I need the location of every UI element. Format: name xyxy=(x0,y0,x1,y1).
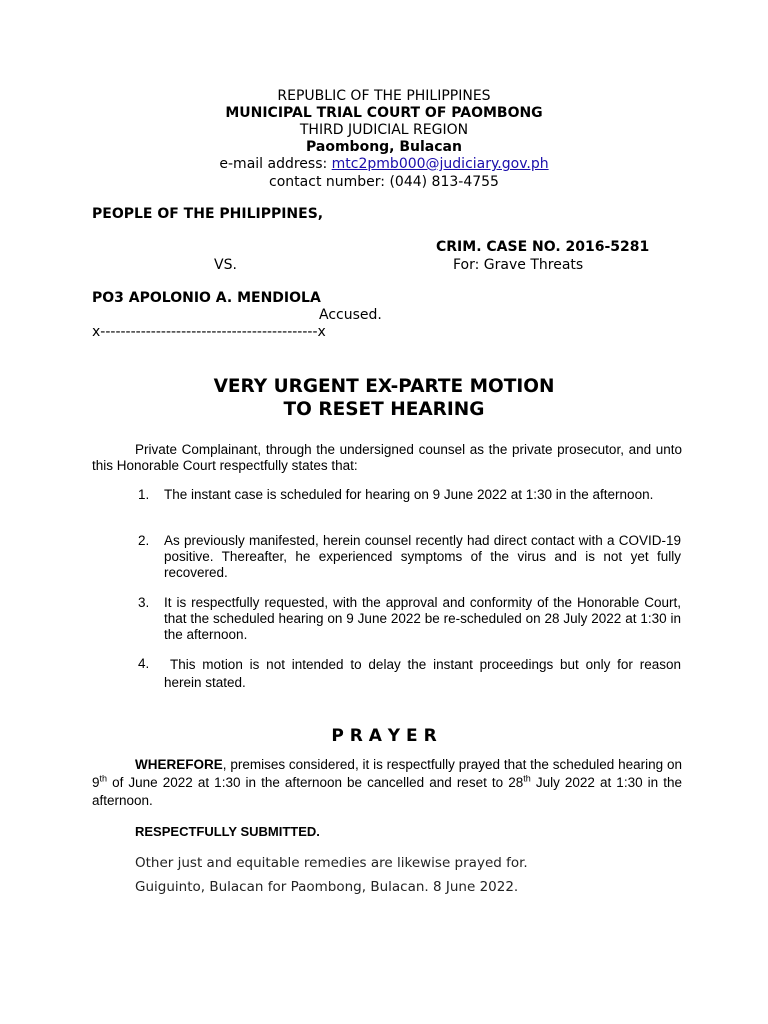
item-number: 4. xyxy=(138,656,150,671)
item-number: 3. xyxy=(138,595,150,610)
accused-name: PO3 APOLONIO A. MENDIOLA xyxy=(92,290,321,306)
prayer-text-a: , premises considered, it is respectfully prayed that the scheduled hearing on 9 xyxy=(92,757,682,790)
case-number: CRIM. CASE NO. 2016-5281 xyxy=(436,239,650,255)
other-remedies: Other just and equitable remedies are likewise prayed for. xyxy=(135,855,528,871)
prayer-heading: P R A Y E R xyxy=(331,726,437,746)
header-email-line xyxy=(0,155,768,173)
item-text: The instant case is scheduled for hearing on 9 June 2022 at 1:30 in the afternoon. xyxy=(164,487,654,502)
item-text: This motion is not intended to delay the instant proceedings but only for reason herein stated. xyxy=(164,657,681,690)
email-link[interactable]: mtc2pmb000@judiciary.gov.ph xyxy=(331,156,549,172)
header-court: MUNICIPAL TRIAL COURT OF PAOMBONG xyxy=(225,105,543,121)
case-offense: For: Grave Threats xyxy=(453,257,584,273)
place-and-date: Guiguinto, Bulacan for Paombong, Bulacan. 8 June 2022. xyxy=(135,879,519,895)
prayer-paragraph xyxy=(92,756,682,810)
item-text: As previously manifested, herein counsel recently had direct contact with a COVID-19 positive. Thereafter, he experienced symptoms of the virus and is not yet fully recovered. xyxy=(164,533,681,580)
accused-label: Accused. xyxy=(319,307,382,323)
plaintiff: PEOPLE OF THE PHILIPPINES, xyxy=(92,206,324,222)
prayer-text-c: July 2022 at 1:30 in the afternoon. xyxy=(92,775,682,808)
respectfully-submitted: RESPECTFULLY SUBMITTED. xyxy=(135,824,320,839)
motion-title-line2: TO RESET HEARING xyxy=(283,399,485,420)
superscript: th xyxy=(99,773,108,784)
versus: VS. xyxy=(214,257,237,273)
email-label: e-mail address: xyxy=(219,156,332,172)
caption-divider: x-------------------------------------------x xyxy=(92,324,326,340)
superscript: th xyxy=(523,773,531,784)
intro-paragraph: Private Complainant, through the undersigned counsel as the private prosecutor, and unto this Honorable Court respectfully states that: xyxy=(92,442,682,473)
wherefore-label: WHEREFORE xyxy=(135,757,223,772)
motion-title-line1: VERY URGENT EX-PARTE MOTION xyxy=(213,376,555,397)
header-republic: REPUBLIC OF THE PHILIPPINES xyxy=(277,88,491,104)
header-contact: contact number: (044) 813-4755 xyxy=(269,174,499,190)
header-location: Paombong, Bulacan xyxy=(306,139,462,155)
item-number: 2. xyxy=(138,533,150,548)
header-region: THIRD JUDICIAL REGION xyxy=(299,122,469,138)
item-number: 1. xyxy=(138,487,150,502)
item-text: It is respectfully requested, with the approval and conformity of the Honorable Court, that the scheduled hearing on 9 June 2022 be re-scheduled on 28 July 2022 at 1:30 in the afternoon. xyxy=(164,595,681,642)
prayer-text-b: of June 2022 at 1:30 in the afternoon be cancelled and reset to 28 xyxy=(107,775,524,790)
